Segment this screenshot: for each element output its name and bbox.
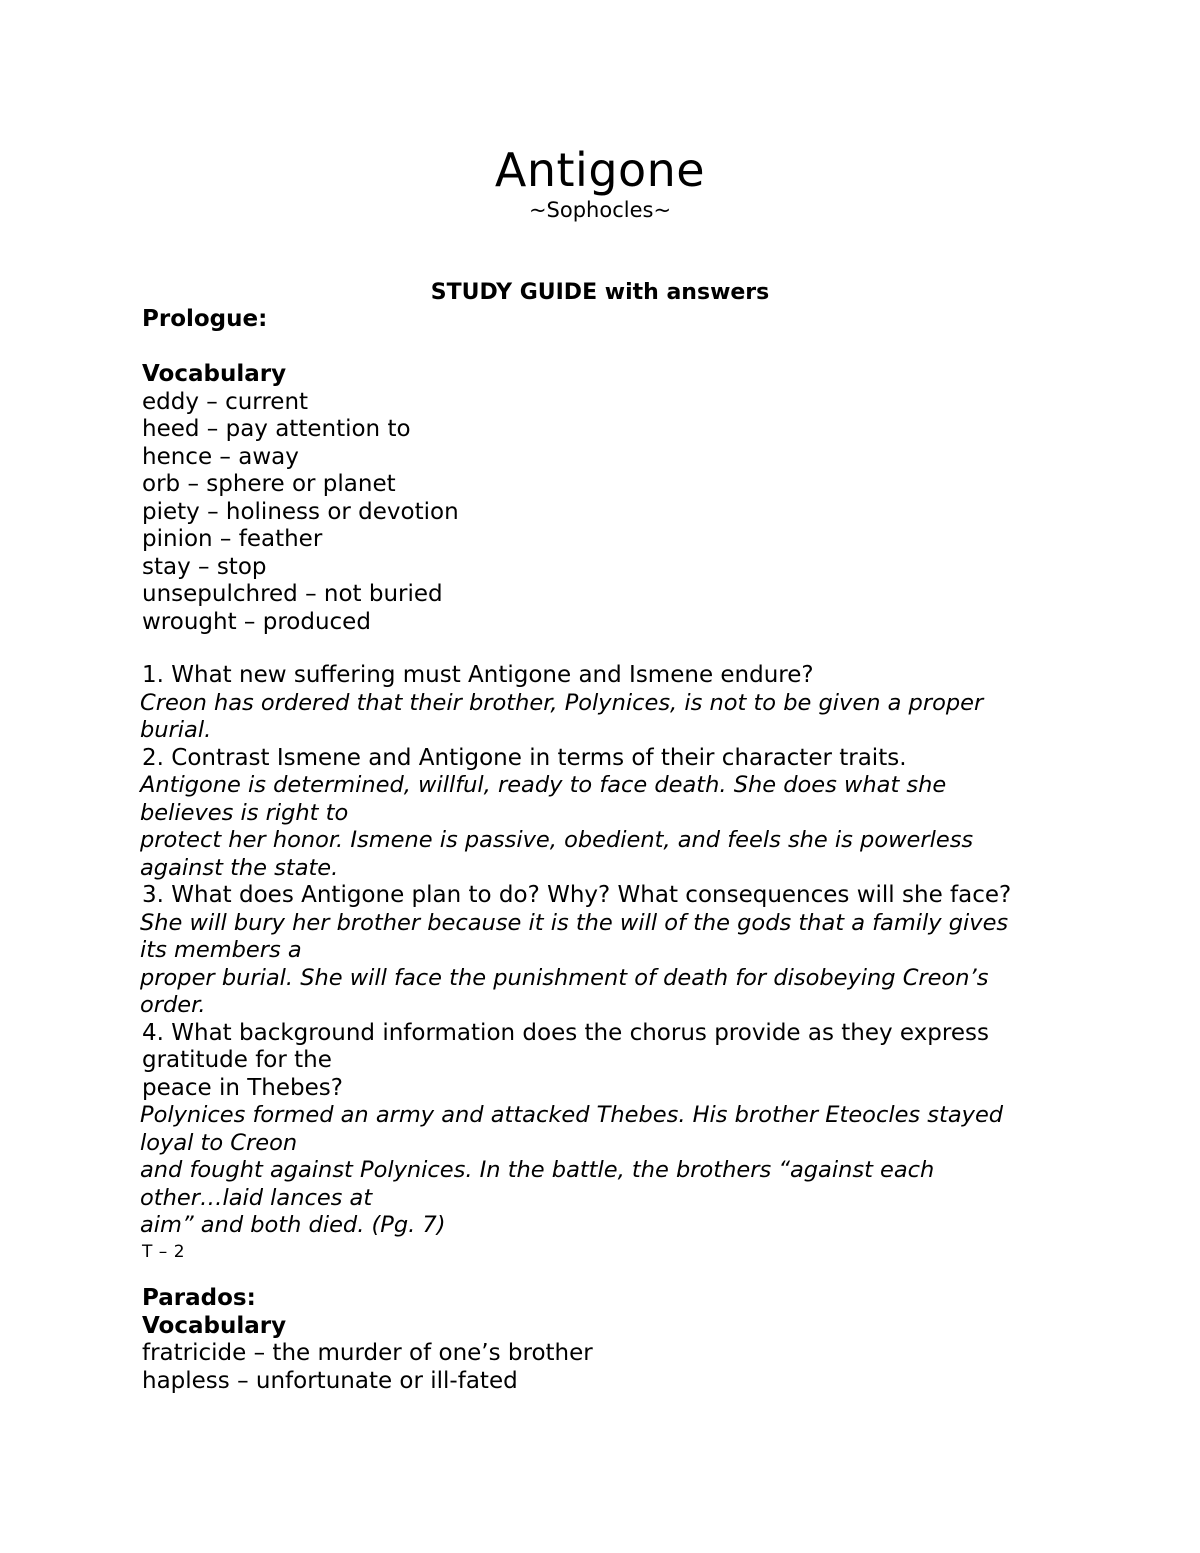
- answer-text: loyal to Creon: [140, 1129, 298, 1156]
- answer-text: proper burial. She will face the punishment of death for disobeying Creon’s: [140, 964, 989, 991]
- answer-text: against the state.: [140, 854, 339, 881]
- spacer: [142, 334, 1062, 362]
- answer-text: its members a: [140, 937, 302, 963]
- answer-text: other…laid lances at: [140, 1184, 373, 1211]
- vocabulary-list: [142, 389, 1062, 637]
- answer-text: order.: [140, 992, 206, 1018]
- vocabulary-item: fratricide – the murder of one’s brother: [142, 1340, 593, 1366]
- vocabulary-list: [142, 1340, 1062, 1395]
- document-subtitle: STUDY GUIDE with answers: [430, 280, 770, 305]
- question-text: 2. Contrast Ismene and Antigone in terms of their character traits.: [142, 744, 907, 771]
- answer-text: She will bury her brother because it is the will of the gods that a family gives: [140, 909, 1009, 936]
- document-author: ~Sophocles~: [528, 198, 672, 222]
- question-text: 4. What background information does the chorus provide as they express: [142, 1019, 989, 1046]
- question-text: 1. What new suffering must Antigone and Ismene endure?: [142, 662, 814, 688]
- question-text: peace in Thebes?: [142, 1074, 343, 1101]
- answer-text: Antigone is determined, willful, ready to face death. She does what she: [140, 772, 947, 798]
- vocabulary-item: eddy – current: [142, 388, 309, 415]
- vocabulary-item: wrought – produced: [142, 608, 371, 635]
- question-block: [142, 882, 1062, 1020]
- answer-text: protect her honor. Ismene is passive, obedient, and feels she is powerless: [140, 827, 974, 853]
- question-block: [142, 662, 1062, 745]
- question-text: gratitude for the: [142, 1047, 332, 1073]
- section-heading-parados: Parados:: [142, 1285, 256, 1311]
- question-text: 3. What does Antigone plan to do? Why? What consequences will she face?: [142, 882, 1012, 908]
- vocabulary-item: unsepulchred – not buried: [142, 581, 443, 607]
- answer-text: Polynices formed an army and attacked Thebes. His brother Eteocles stayed: [140, 1102, 1004, 1128]
- vocabulary-item: stay – stop: [142, 553, 267, 580]
- vocabulary-item: hence – away: [142, 443, 299, 470]
- vocabulary-heading: Vocabulary: [142, 1312, 287, 1339]
- vocabulary-item: hapless – unfortunate or ill-fated: [142, 1367, 518, 1394]
- prologue-section: [142, 306, 1062, 636]
- question-block: [142, 1020, 1062, 1240]
- page-note: T – 2: [142, 1241, 186, 1262]
- vocabulary-item: pinion – feather: [142, 526, 323, 552]
- answer-text: burial.: [140, 717, 212, 743]
- vocabulary-heading: Vocabulary: [142, 361, 287, 387]
- question-block: [142, 745, 1062, 883]
- vocabulary-item: heed – pay attention to: [142, 416, 411, 442]
- answer-text: believes is right to: [140, 799, 349, 826]
- section-heading-prologue: Prologue:: [142, 306, 268, 332]
- answer-text: aim” and both died. (Pg. 7): [140, 1212, 446, 1238]
- questions-section: [142, 662, 1062, 1264]
- vocabulary-item: piety – holiness or devotion: [142, 498, 459, 525]
- answer-text: Creon has ordered that their brother, Polynices, is not to be given a proper: [140, 689, 984, 716]
- answer-text: and fought against Polynices. In the battle, the brothers “against each: [140, 1157, 935, 1183]
- vocabulary-item: orb – sphere or planet: [142, 471, 396, 497]
- parados-section: [142, 1285, 1062, 1395]
- document-title: Antigone: [494, 143, 706, 197]
